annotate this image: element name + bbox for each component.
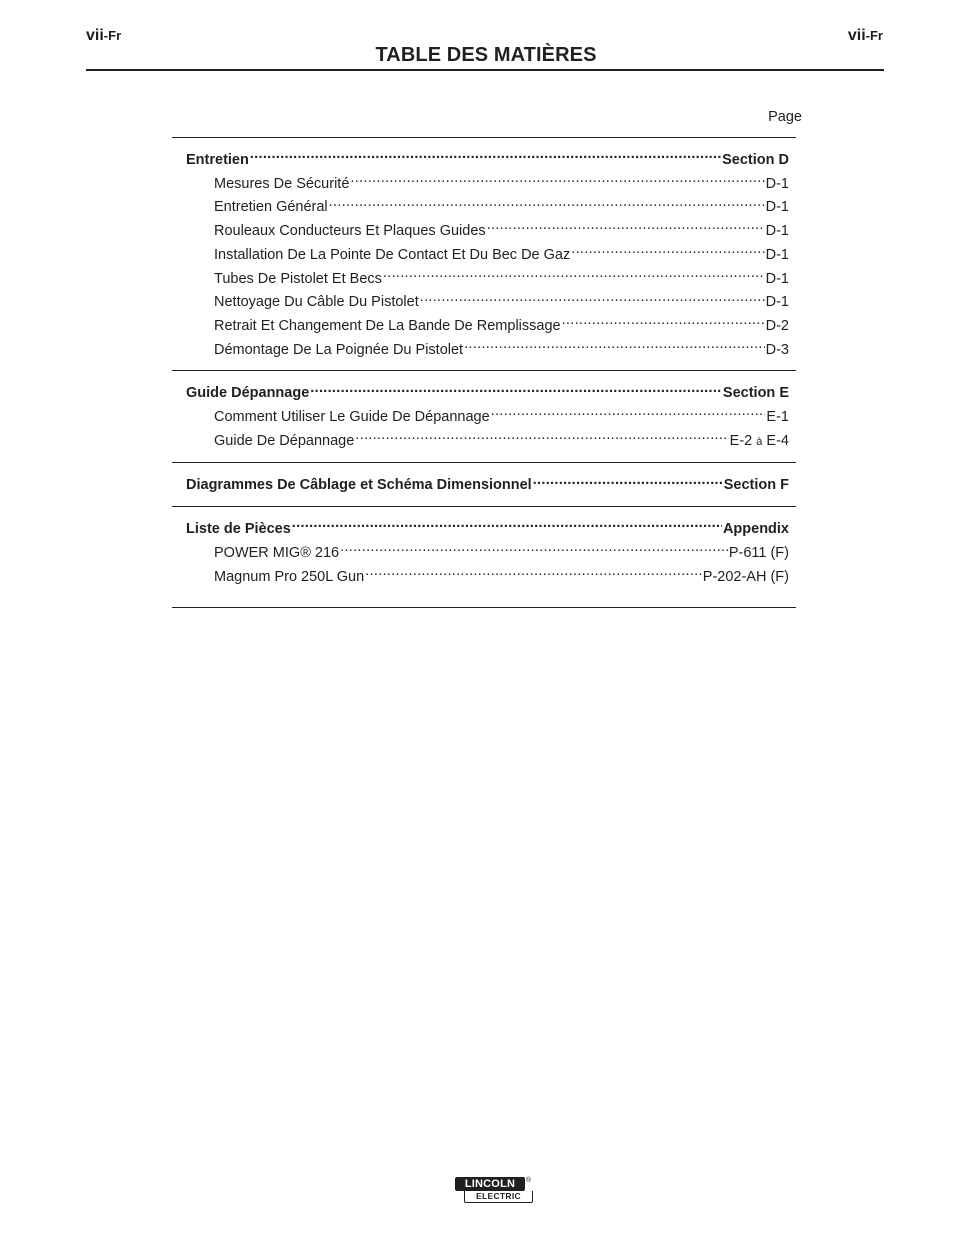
dot-leader bbox=[533, 471, 723, 489]
dot-leader bbox=[571, 241, 764, 259]
toc-entry-ref-range bbox=[730, 432, 789, 452]
toc-entry-label: Magnum Pro 250L Gun bbox=[214, 568, 365, 585]
logo-bottom-text: ELECTRIC bbox=[464, 1191, 533, 1203]
table-of-contents bbox=[172, 137, 796, 608]
dot-leader bbox=[487, 217, 765, 235]
toc-entry-label: Comment Utiliser Le Guide De Dépannage bbox=[214, 409, 490, 426]
toc-entry-ref: P-202-AH (F) bbox=[702, 568, 789, 585]
toc-section-heading[interactable] bbox=[186, 379, 789, 403]
dot-leader bbox=[420, 288, 765, 306]
toc-section-guide-depannage bbox=[172, 370, 796, 462]
ref-range-joiner: à bbox=[756, 435, 763, 448]
toc-section-heading[interactable] bbox=[186, 515, 789, 539]
dot-leader bbox=[310, 379, 722, 397]
dot-leader bbox=[464, 336, 765, 354]
toc-section-liste-pieces bbox=[172, 506, 796, 608]
toc-entry[interactable] bbox=[186, 265, 789, 289]
toc-entry-ref: D-1 bbox=[765, 270, 789, 287]
toc-entry-ref: D-1 bbox=[765, 223, 789, 240]
page-title: TABLE DES MATIÈRES bbox=[375, 44, 597, 66]
dot-leader bbox=[355, 427, 728, 445]
toc-entry-ref: E-1 bbox=[766, 409, 789, 426]
title-divider bbox=[86, 69, 884, 71]
toc-entry[interactable] bbox=[186, 403, 789, 427]
toc-section-ref: Section F bbox=[723, 477, 789, 494]
toc-entry[interactable] bbox=[186, 539, 789, 563]
toc-section-title: Entretien bbox=[186, 152, 249, 168]
toc-section-title: Diagrammes De Câblage et Schéma Dimensionnel bbox=[186, 477, 532, 494]
ref-range-end: E-4 bbox=[766, 432, 789, 449]
toc-entry-label: Mesures De Sécurité bbox=[214, 175, 350, 192]
toc-entry-ref: D-2 bbox=[765, 317, 789, 334]
toc-entry-ref: D-1 bbox=[765, 175, 789, 192]
dot-leader bbox=[340, 539, 728, 557]
toc-section-title: Guide Dépannage bbox=[186, 385, 310, 402]
dot-leader bbox=[491, 403, 766, 421]
toc-section-entretien bbox=[172, 137, 796, 370]
toc-entry-ref: D-1 bbox=[765, 294, 789, 311]
toc-entry-ref: D-1 bbox=[765, 246, 789, 263]
toc-entry-label: Guide De Dépannage bbox=[214, 432, 355, 449]
toc-entry-label: Nettoyage Du Câble Du Pistolet bbox=[214, 294, 419, 311]
page-number-main: vii bbox=[847, 27, 866, 44]
dot-leader bbox=[365, 563, 702, 581]
toc-entry[interactable] bbox=[186, 427, 789, 452]
logo-top-text: LINCOLN bbox=[455, 1177, 525, 1191]
toc-entry[interactable] bbox=[186, 336, 789, 360]
page-column-label: Page bbox=[768, 109, 802, 125]
toc-entry-label: Entretien Général bbox=[214, 199, 328, 216]
dot-leader bbox=[350, 170, 764, 188]
toc-section-title: Liste de Pièces bbox=[186, 521, 291, 538]
registered-mark: ® bbox=[526, 1177, 532, 1184]
toc-entry[interactable] bbox=[186, 563, 789, 587]
toc-entry[interactable] bbox=[186, 170, 789, 194]
toc-entry[interactable] bbox=[186, 193, 789, 217]
toc-section-diagrammes bbox=[172, 462, 796, 506]
ref-range-start: E-2 bbox=[729, 432, 753, 449]
toc-entry-label: Tubes De Pistolet Et Becs bbox=[214, 270, 382, 287]
toc-entry-label: Installation De La Pointe De Contact Et Du Bec De Gaz bbox=[214, 246, 571, 263]
toc-entry[interactable] bbox=[186, 288, 789, 312]
dot-leader bbox=[383, 265, 765, 283]
page-number-suffix: -Fr bbox=[103, 28, 122, 43]
toc-section-ref: Section E bbox=[722, 385, 789, 402]
page-number-suffix: -Fr bbox=[865, 28, 883, 43]
dot-leader bbox=[250, 146, 721, 164]
toc-entry-label: Démontage De La Poignée Du Pistolet bbox=[214, 341, 464, 358]
dot-leader bbox=[562, 312, 765, 330]
toc-entry-label: Retrait Et Changement De La Bande De Remplissage bbox=[214, 317, 561, 334]
toc-section-heading[interactable] bbox=[186, 471, 789, 495]
lincoln-electric-logo bbox=[455, 1177, 533, 1205]
toc-entry[interactable] bbox=[186, 241, 789, 265]
toc-entry-ref: P-611 (F) bbox=[728, 544, 789, 561]
toc-entry[interactable] bbox=[186, 312, 789, 336]
toc-section-ref: Appendix bbox=[722, 521, 789, 538]
toc-entry-label: Rouleaux Conducteurs Et Plaques Guides bbox=[214, 223, 486, 240]
page-number-main: vii bbox=[86, 27, 104, 44]
toc-entry-ref: D-1 bbox=[765, 199, 789, 216]
toc-entry-ref: D-3 bbox=[765, 341, 789, 358]
toc-section-ref: Section D bbox=[722, 152, 789, 168]
toc-entry[interactable] bbox=[186, 217, 789, 241]
dot-leader bbox=[329, 193, 765, 211]
dot-leader bbox=[292, 515, 722, 533]
toc-section-heading[interactable] bbox=[186, 146, 789, 170]
toc-entry-label: POWER MIG® 216 bbox=[214, 544, 340, 561]
